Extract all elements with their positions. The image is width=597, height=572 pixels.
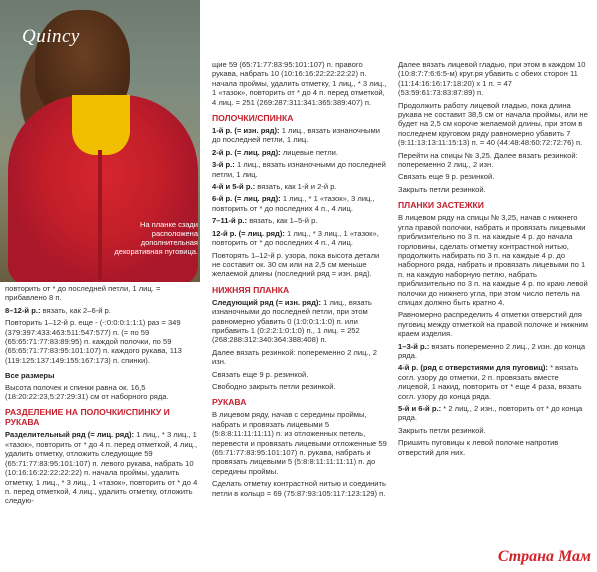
row-text: вязать попеременно 2 лиц., 2 изн. до конца ряда. <box>398 341 586 360</box>
sizes-heading: Все размеры <box>5 371 55 381</box>
row-label: 1–3-й р.: <box>398 341 430 351</box>
paragraph: Продолжить работу лицевой гладью, пока длина рукава не составит 38,5 см от начала проймы, или не будет на 2,5 см короче желаемой длины, при этом в последнем круговом ряду равномерно убавить 7 (9:11:13:13:11:15:13) п. = 40 (44:48:48:60:72:72:76) п. <box>398 100 588 148</box>
row-label: 7–11-й р.: <box>212 216 248 226</box>
paragraph: Связать еще 9 р. резинкой. <box>212 369 309 379</box>
row-label: 8–12-й р.: <box>5 305 41 315</box>
row-text: 1 лиц., * 3 лиц., 1 «тазок», повторить от * до последних 4 п., 4 лиц. <box>212 228 379 248</box>
paragraph <box>212 298 388 345</box>
paragraph <box>212 148 388 157</box>
paragraph <box>212 182 388 191</box>
paragraph <box>212 216 388 225</box>
paragraph: Сделать отметку контрастной нитью и соединить петли в кольцо = 69 (75:87:93:105:117:123:129) п. <box>212 479 386 498</box>
paragraph <box>212 194 388 213</box>
paragraph: Закрыть петли резинкой. <box>398 425 486 435</box>
section-heading: РАЗДЕЛЕНИЕ НА ПОЛОЧКИ/СПИНКУ И РУКАВА <box>5 407 170 428</box>
row-label: 3-й р.: <box>212 160 235 170</box>
paragraph: Закрыть петли резинкой. <box>398 184 486 194</box>
row-text: 1 лиц., вязать изнаночными до последней петли, 1 лиц. <box>212 160 386 179</box>
paragraph: Далее вязать лицевой гладью, при этом в каждом 10 (10:8:7:7:6:6:5-м) круг.ря убавить с обеих сторон 11 (11:14:16:16:17:18:20) х 1 п. = 47 (53:59:61:73:83:87:89) п. <box>398 60 586 98</box>
paragraph: Пришить пуговицы к левой полочке напротив отверстий для них. <box>398 438 559 457</box>
paragraph: Повторять 1–12-й р. узора, пока высота детали не составит ок. 30 см или на 2,5 см меньше желаемой длины (последний ряд = изн. ряд). <box>212 250 380 279</box>
row-label: Разделительный ряд (= лиц. ряд): <box>5 430 135 440</box>
paragraph: повторить от * до последней петли, 1 лиц. = прибавлено 8 п. <box>5 284 161 303</box>
paragraph: Равномерно распределить 4 отметки отверстий для пуговиц между отметкой на правой полочке и нижним краем изделия. <box>398 310 589 339</box>
paragraph <box>5 430 199 505</box>
paragraph: Связать еще 9 р. резинкой. <box>398 172 495 182</box>
row-label: Следующий ряд (= изн. ряд): <box>212 297 321 307</box>
row-text: 1 лиц., * 1 «тазок», 3 лиц., повторить от * до последних 4 п., 4 лиц. <box>212 194 375 213</box>
paragraph: Перейти на спицы № 3,25. Далее вязать резинкой: попеременно 2 лиц., 2 изн. <box>398 150 578 170</box>
paragraph: щие 59 (65:71:77:83:95:101:107) п. правого рукава, набрать 10 (10:16:16:22:22:22:22) п. начала проймы, удалить отметку, 1 лиц., * 3 лиц., 1 «тазок», повторить от * до 4 п. перед отметкой, 4 лиц. = 251 (269:287:311:341:365:389:407) п. <box>212 60 387 107</box>
row-label: 5-й и 6-й р.: <box>398 404 442 413</box>
paragraph: Высота полочек и спинки равна ок. 16,5 (18:20:22:23,5:27:29:31) см от наборного ряда. <box>5 382 169 402</box>
column-2 <box>212 60 388 501</box>
paragraph: Свободно закрыть петли резинкой. <box>212 381 336 391</box>
section-heading: ПЛАНКИ ЗАСТЕЖКИ <box>398 200 484 211</box>
row-text: * 2 лиц., 2 изн., повторить от * до конца ряда. <box>398 404 583 423</box>
column-3 <box>398 60 590 460</box>
row-text: вязать, как 2–6-й р. <box>42 305 111 315</box>
section-heading: РУКАВА <box>212 397 247 408</box>
column-1 <box>5 284 199 509</box>
row-text: * вязать согл. узору до отметки, 2 п. провязать вместе лицевой, 1 накид, повторить от * еще 4 раза, вязать согл. узору до конца ряда. <box>398 363 582 401</box>
paragraph <box>212 160 388 179</box>
row-text: вязать, как 1–5-й р. <box>249 216 318 226</box>
row-text: 1 лиц., * 3 лиц., 1 «тазок», повторить от * до 4 п. перед отметкой, 4 лиц., удалить отметку, отложить следующие 59 (65:71:77:83:95:101:107) п. левого рукава, набрать 10 (10:16:16:22:22:22:22) п. начала проймы, удалить отметку, 1 лиц., * 3 лиц., 1 «тазок», повторить от * до 4 п. перед отметкой, 4 лиц., удалить отметку, отложить следую- <box>5 430 198 506</box>
paragraph: Далее вязать резинкой: попеременно 2 лиц., 2 изн. <box>212 347 377 367</box>
paragraph: В лицевом ряду на спицы № 3,25, начав с нижнего угла правой полочки, набрать и провязать лицевыми приблизительно по 3 п. на каждые 4 р. до начала горловины, сделать отметку контрастной нитью, продолжить набирать по 3 п. на каждые 4 р. до наборного ряда, набрать и провязать лицевыми по 1 п. на каждую наборную петлю, набрать приблизительно по 3 п. на каждые 4 р. по краю левой полочки до нижнего угла, при этом число петель на спицах должно быть кратно 4. <box>398 213 588 307</box>
paragraph: Повторить 1–12-й р. еще - (-:0:0:0:1:1:1) раз = 349 (379:397:433:463:511:547:577) п. (= по 59 (65:65:71:77:83:89:95) п. каждой полочки, по 59 (65:65:71:77:83:95:101:107) п. каждого рукава, 113 (119:125:137:149:155:167:173) п. спинки). <box>5 318 182 365</box>
row-label: 1-й р. (= изн. ряд): <box>212 126 280 136</box>
collar-shape <box>72 95 130 155</box>
pattern-title: Quincy <box>22 26 80 47</box>
row-text: 1 лиц., вязать изнаночными до последней петли, при этом равномерно убавить 0 (1:0:0:1:1:0) п. или прибавить 1 (0:2:2:1:0:1:0) п., 1 лиц. = 252 (268:288:312:340:364:388:408) п. <box>212 297 372 345</box>
paragraph <box>398 363 590 401</box>
row-text: 1 лиц., вязать изнаночными до последней петли, 1 лиц. <box>212 126 380 145</box>
section-heading: ПОЛОЧКИ/СПИНКА <box>212 113 294 124</box>
photo-caption: На планке сзади расположена дополнительная декоративная пуговица. <box>114 220 198 256</box>
row-label: 6-й р. (= лиц. ряд): <box>212 194 281 204</box>
paragraph <box>212 126 388 145</box>
section-heading: НИЖНЯЯ ПЛАНКА <box>212 284 290 295</box>
paragraph <box>398 342 590 361</box>
paragraph: В лицевом ряду, начав с середины проймы, набрать и провязать лицевыми 5 (5:8:8:11:11:11:11) п. из отложенных петель, перевести и провязать лицевыми отложенные 59 (65:71:77:83:95:101:107) п. рукава, набрать и провязать лицевыми 5 (5:8:8:11:11:11:11) п. до середины проймы. <box>212 410 387 476</box>
row-label: 4-й и 5-й р.: <box>212 182 256 192</box>
site-watermark: Страна Мам <box>497 548 591 565</box>
row-text: вязать, как 1-й и 2-й р. <box>257 182 337 192</box>
paragraph <box>398 404 590 423</box>
placket-shape <box>98 150 102 280</box>
row-label: 12-й р. (= лиц. ряд): <box>212 228 285 238</box>
row-label: 2-й р. (= лиц. ряд): <box>212 147 281 157</box>
paragraph <box>212 229 388 248</box>
paragraph <box>5 306 199 315</box>
model-photo <box>0 0 200 282</box>
row-text: лицевые петли. <box>282 147 338 157</box>
row-label: 4-й р. (ряд с отверстиями для пуговиц): <box>398 363 548 373</box>
